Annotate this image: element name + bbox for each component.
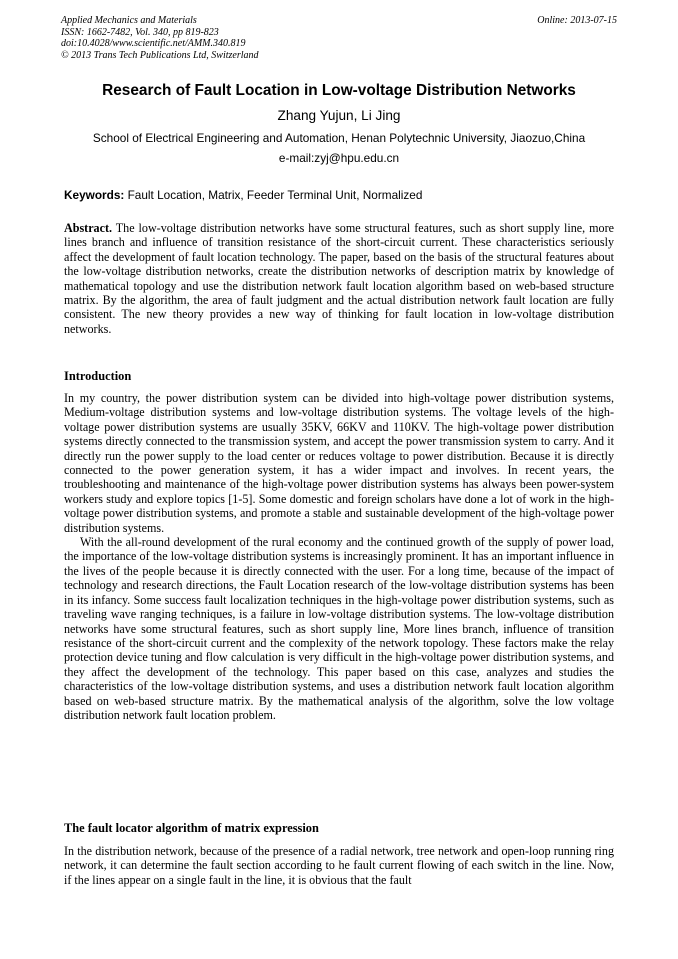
keywords bbox=[64, 188, 624, 203]
introduction-body bbox=[64, 391, 614, 722]
intro-paragraph-1: In my country, the power distribution system can be divided into high-voltage power distribution systems, Medium-voltage distribution systems and low-voltage distribution systems. The voltage levels of the high-voltage power distribution systems are usually 35KV, 66KV and 110KV. The high-voltage power distribution systems directly connected to the transmission system, and accept the power transmission system to carry. And it directly run the power supply to the load center or reduces voltage to power distribution. Because it is directly connected to the power generation system, it has a wider impact and involves. In recent years, the troubleshooting and maintenance of the high-voltage power distribution systems has always been power-system workers study and explore topics [1-5]. Some domestic and foreign scholars have done a lot of work in the high-voltage power distribution systems, and promote a stable and sustainable development of the high-voltage power distribution systems. bbox=[64, 391, 614, 535]
doi-line: doi:10.4028/www.scientific.net/AMM.340.819 bbox=[61, 38, 246, 50]
journal-header bbox=[61, 15, 617, 61]
keywords-text: Fault Location, Matrix, Feeder Terminal Unit, Normalized bbox=[127, 188, 423, 202]
abstract-label: Abstract. bbox=[64, 221, 113, 235]
abstract-text: The low-voltage distribution networks have some structural features, such as short supply line, more lines branch and influence of transition resistance of the short-circuit current. These characteristics seriously affect the development of fault location technology. The paper, based on the basis of the structural features about the low-voltage distribution networks, create the distribution networks of description matrix by knowledge of mathematical topology and use the distribution network fault location algorithm based on web-based structure matrix. By the algorithm, the area of fault judgment and the actual distribution network fault location are fully consistent. The new theory provides a new way of thinking for fault location in low-voltage distribution networks. bbox=[64, 221, 614, 336]
fault-section-body bbox=[64, 844, 614, 887]
intro-paragraph-2: With the all-round development of the rural economy and the continued growth of the supply of power load, the importance of the low-voltage distribution systems is increasingly prominent. It has an important influence in the lives of the people because it is directly connected with the user. For a long time, because of the impact of technology and research directions, the Fault Location research of the low-voltage distribution systems has been in its infancy. Some success fault localization techniques in the high-voltage power distribution systems, such as traveling wave ranging techniques, is a failure in low-voltage distribution systems. The low-voltage distribution networks have some structural features, such as short supply line, More lines branch, influence of transition resistance of the short-circuit current and the complexity of the network topology. These factors make the relay protection device tuning and flow calculation is very difficult in the high-voltage power distribution systems, and they affect the development of the technology. This paper based on this case, analyzes and studies the characteristics of the low-voltage distribution systems, and uses a distribution network fault location algorithm based on web-based structure matrix. By the mathematical analysis of the algorithm, solve the low voltage distribution network fault location problem. bbox=[64, 535, 614, 722]
online-date: Online: 2013-07-15 bbox=[537, 15, 617, 26]
introduction-heading: Introduction bbox=[64, 369, 132, 383]
journal-name: Applied Mechanics and Materials bbox=[61, 15, 197, 26]
issn-line: ISSN: 1662-7482, Vol. 340, pp 819-823 bbox=[61, 26, 219, 38]
abstract bbox=[64, 221, 614, 336]
fault-paragraph-1: In the distribution network, because of the presence of a radial network, tree network and open-loop running ring network, it can determine the fault section according to he fault current flowing of each switch in the line. Now, if the lines appear on a single fault in the line, it is obvious that the fault bbox=[64, 844, 614, 887]
author-affiliation: School of Electrical Engineering and Automation, Henan Polytechnic University, Jiaozuo,China bbox=[92, 131, 586, 145]
paper-title: Research of Fault Location in Low-voltage Distribution Networks bbox=[102, 82, 576, 99]
copyright-line: © 2013 Trans Tech Publications Ltd, Switzerland bbox=[61, 49, 259, 61]
keywords-label: Keywords: bbox=[64, 188, 125, 202]
fault-section-heading: The fault locator algorithm of matrix expression bbox=[64, 821, 319, 835]
paper-authors: Zhang Yujun, Li Jing bbox=[277, 108, 401, 123]
author-email: e-mail:zyj@hpu.edu.cn bbox=[278, 151, 400, 165]
